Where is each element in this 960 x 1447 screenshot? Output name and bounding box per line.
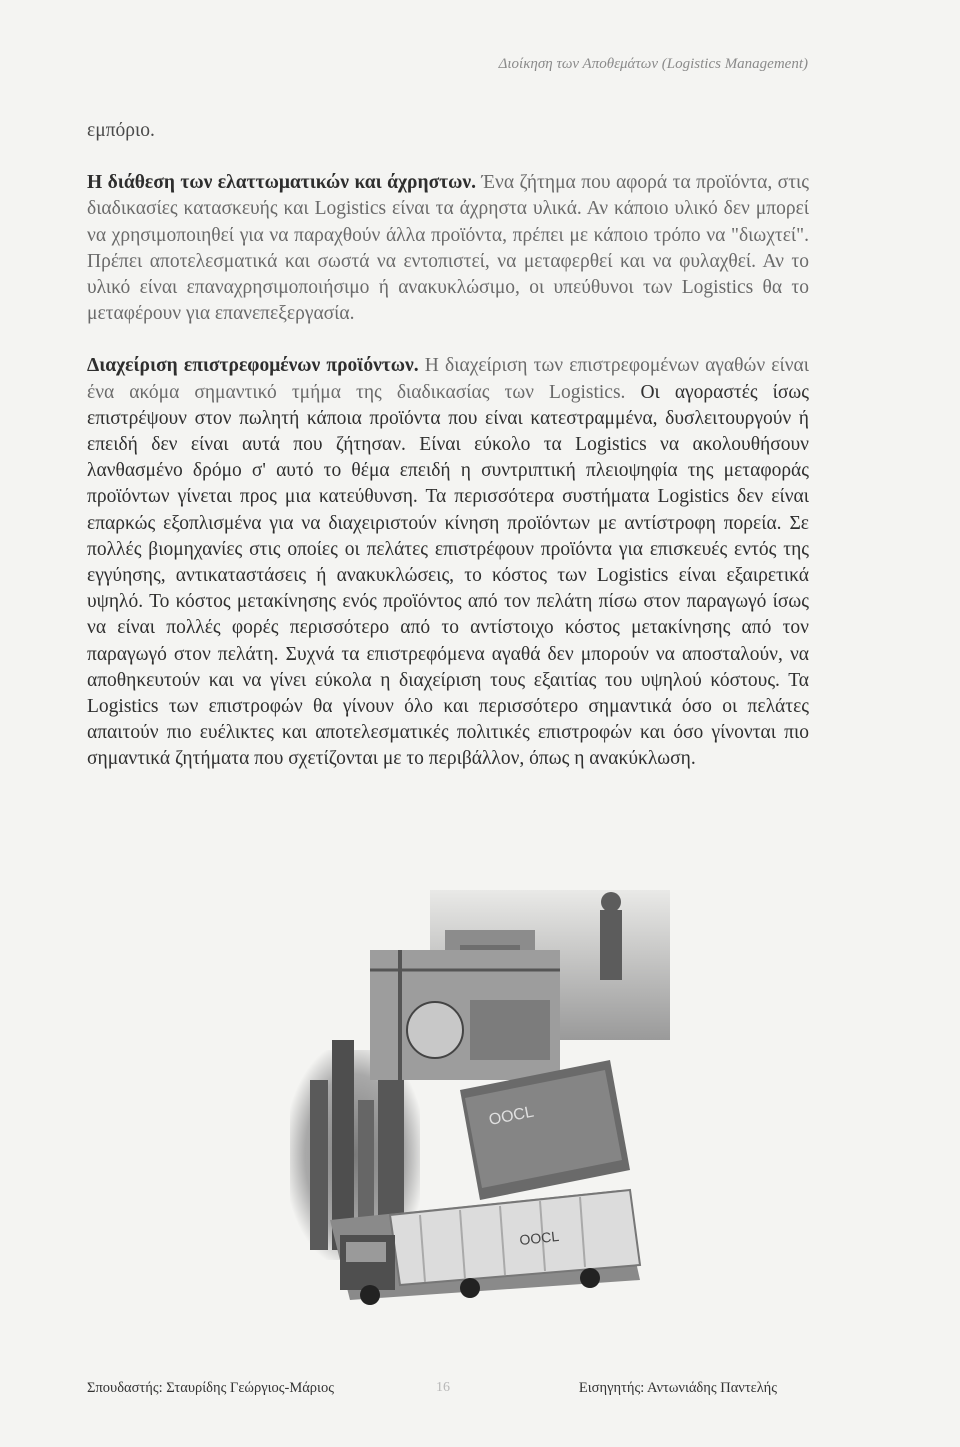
container-logo: OOCL [487, 1103, 536, 1129]
container-photo [460, 1060, 630, 1200]
heading-returns: Διαχείριση επιστρεφομένων προϊόντων. [87, 355, 419, 377]
footer-supervisor: Εισηγητής: Αντωνιάδης Παντελής [578, 1380, 777, 1396]
intro-paragraph: εμπόριο. [87, 120, 155, 141]
returns-text-b: Οι αγοραστές ίσως επιστρέψουν στον πωλητή κάποια προϊόντα που είναι κατεστραμμένα, δυσλειτουργούν ή επειδή δεν είναι αυτά που ζήτησαν. Είναι εύκολο τα Logistics να ακολουθήσουν λανθασμένο δρόμο σ' αυτό το θέμα επειδή η συντριπτική πλειοψηφία της μεταφοράς προϊόντων γίνεται προς μια κατεύθυνση. Τα περισσότερα συστήματα Logistics δεν είναι επαρκώς εξοπλισμένα για να διαχειριστούν κίνηση προϊόντων με αντίστροφη πορεία. Σε πολλές βιομηχανίες στις οποίες οι πελάτες επιστρέφουν προϊόντα για επισκευές εντός της εγγύησης, αντικαταστάσεις ή ανακυκλώσεις, το κόστος των Logistics είναι εξαιρετικά υψηλό. Το κόστος μετακίνησης ενός προϊόντος από τον πελάτη πίσω στον παραγωγό ίσως να είναι πολλές φορές περισσότερο από το αντίστοιχο κόστος μετακίνησης από τον παραγωγό στον πελάτη. Συχνά τα επιστρεφόμενα αγαθά δεν μπορούν να αποσταλούν, να αποθηκευτούν και να γίνει εύκολα η διαχείριση τους εξαιτίας του υψηλού κόστους. Τα Logistics των επιστροφών θα γίνουν όλο και περισσότερο σημαντικά όσο οι πελάτες απαιτούν πιο ευέλικτες και αποτελεσματικές πολιτικές επιστροφών και όσο γίνονται πιο σημαντικά ζητήματα που σχετίζονται με το περιβάλλον, όπως η ανακύκλωση. [87, 381, 809, 770]
page-number: 16 [436, 1380, 450, 1395]
running-header: Διοίκηση των Αποθεμάτων (Logistics Management) [498, 56, 808, 72]
document-body [87, 118, 809, 773]
container-crane-photo [370, 950, 560, 1080]
logistics-photo-collage [270, 870, 670, 1310]
returns-text-a: Η διαχείριση των επιστρεφομένων αγαθών είναι ένα ακόμα σημαντικό τμήμα της διαδικασίας των Logistics. [87, 355, 810, 403]
paragraph-returns [87, 353, 809, 772]
heading-disposal: Η διάθεση των ελαττωματικών και άχρηστων. [87, 172, 477, 194]
truck-logo: OOCL [518, 1227, 560, 1248]
disposal-text-b: Αν κάποιο υλικό δεν μπορεί να χρησιμοποιηθεί για να παραχθούν άλλα προϊόντα, πρέπει με κάποιο τρόπο να "διωχτεί". Πρέπει αποτελεσματικά και σωστά να εντοπιστεί, να μεταφερθεί και να φυλαχθεί. Αν το υλικό είναι επαναχρησιμοποιήσιμο ή ανακυκλώσιμο, οι υπεύθυνοι των Logistics θα το μεταφέρουν για επανεπεξεργασία. [87, 198, 810, 325]
footer-student: Σπουδαστής: Σταυρίδης Γεώργιος-Μάριος [87, 1380, 334, 1396]
paragraph-disposal [87, 170, 809, 327]
disposal-text-a: Ένα ζήτημα που αφορά τα προϊόντα, στις διαδικασίες κατασκευής και Logistics είναι τα άχρηστα υλικά. [87, 172, 809, 220]
